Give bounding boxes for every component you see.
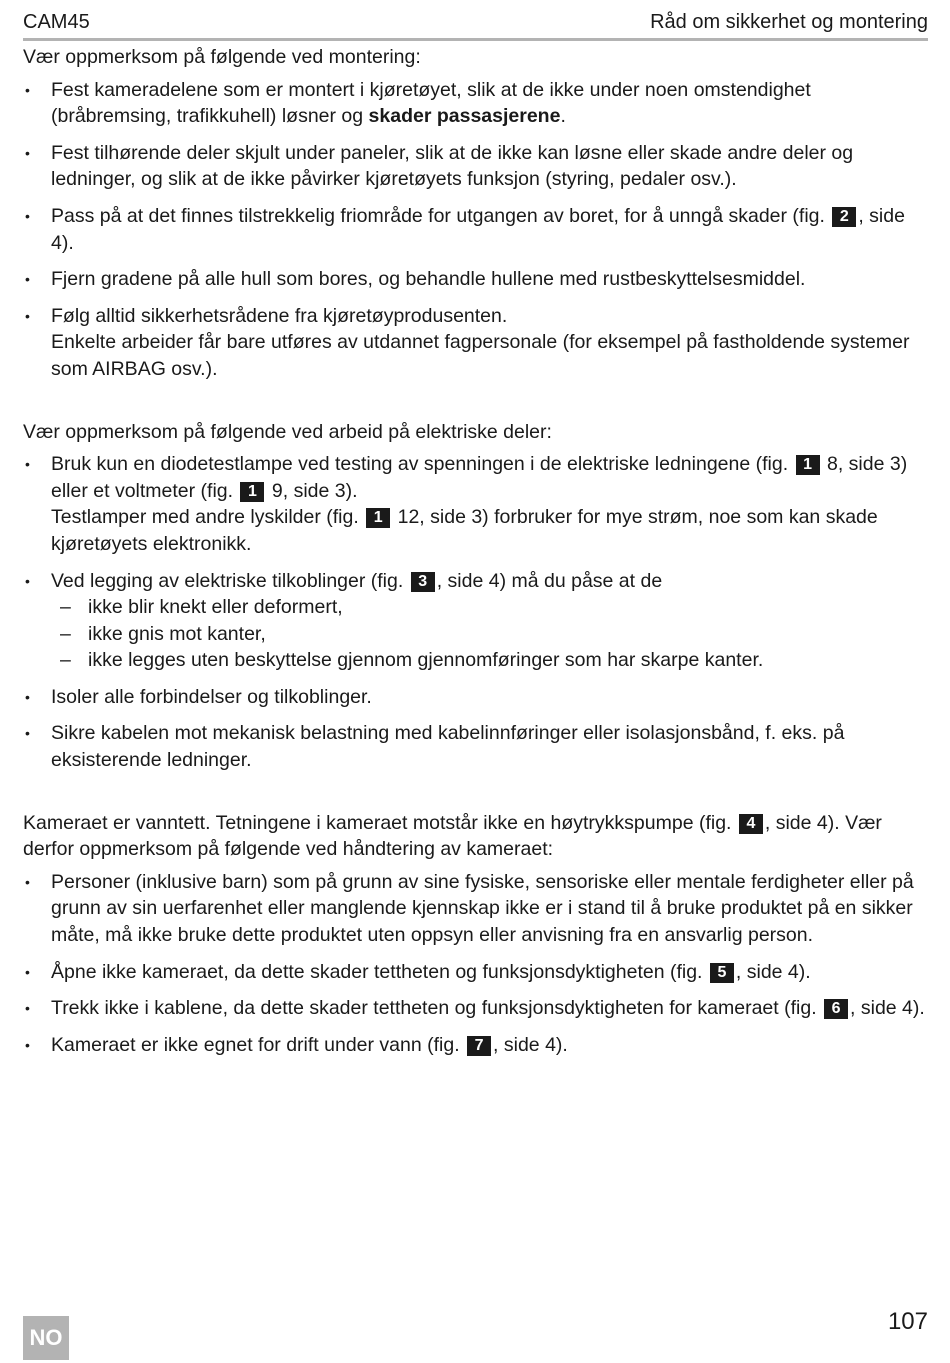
text-run: Åpne ikke kameraet, da dette skader tettheten og funksjonsdyktigheten (fig. (51, 960, 708, 983)
list-item (23, 451, 929, 557)
text-run: Ved legging av elektriske tilkoblinger (fig. (51, 569, 409, 592)
text-run: 8, side 3) eller et voltmeter (fig. (51, 453, 908, 502)
text-run: Fest tilhørende deler skjult under paneler, slik at de ikke kan løsne eller skade andre deler og ledninger, og slik at de ikke påvirker kjøretøyets funksjon (styring, pedaler osv.). (51, 141, 854, 191)
text-run: Enkelte arbeider får bare utføres av utdannet fagpersonale (for eksempel på fastholdende systemer som AIRBAG osv.). (51, 331, 910, 380)
figure-reference: 5 (710, 963, 734, 983)
list-item (23, 684, 929, 711)
figure-reference: 1 (796, 455, 820, 475)
text-run: , side 4) må du påse at de (436, 569, 663, 592)
dash-list-item: – ikke gnis mot kanter, (51, 621, 929, 648)
section-spacer (23, 784, 929, 810)
section-intro: Vær oppmerksom på følgende ved arbeid på elektriske deler: (23, 420, 552, 443)
text-run: Trekk ikke i kablene, da dette skader tettheten og funksjonsdyktigheten for kameraet (fig. (51, 997, 823, 1020)
page-header (23, 6, 928, 41)
list-item (23, 140, 929, 193)
text-run: Personer (inklusive barn) som på grunn av sine fysiske, sensoriske eller mentale ferdigheter eller på grunn av sin uerfarenhet eller manglende kjennskap ikke er i stand til å bruke produktet på en sikker måte, må ikke bruke dette produktet uten oppsyn eller anvisning fra en ansvarlig person. (51, 870, 914, 947)
figure-reference: 6 (824, 999, 848, 1019)
text-run: 9, side 3). (266, 479, 358, 502)
dash-list-item: – ikke legges uten beskyttelse gjennom gjennomføringer som har skarpe kanter. (51, 647, 929, 674)
list-item (23, 77, 929, 130)
text-run: , side 4). Vær derfor oppmerksom på følgende ved håndtering av kameraet: (23, 811, 882, 861)
emphasized-text: skader passasjerene (368, 105, 561, 128)
language-badge: NO (23, 1316, 69, 1360)
dash-list (51, 594, 929, 674)
list-item (23, 959, 929, 986)
document-body (23, 44, 929, 1068)
page-number: 107 (887, 1308, 928, 1335)
text-run: Kameraet er vanntett. Tetningene i kameraet motstår ikke en høytrykkspumpe (fig. (23, 811, 737, 834)
model-name: CAM45 (23, 10, 90, 33)
section-intro: Vær oppmerksom på følgende ved montering: (23, 46, 421, 68)
text-run: Kameraet er ikke egnet for drift under vann (fig. (51, 1033, 466, 1056)
list-item (23, 203, 929, 256)
list-item (23, 720, 929, 773)
figure-reference: 2 (832, 207, 856, 227)
list-item (23, 869, 929, 949)
bullet-list (23, 77, 929, 383)
text-run: , side 4). (850, 997, 925, 1020)
text-run: Pass på at det finnes tilstrekkelig friområde for utgangen av boret, for å unngå skader (fig. (51, 204, 831, 227)
text-run: Fest kameradelene som er montert i kjøretøyet, slik at de ikke under noen omstendighet (bråbremsing, trafikkuhell) løsner og (51, 78, 811, 128)
list-item (23, 303, 929, 383)
text-run: Bruk kun en diodetestlampe ved testing av spenningen i de elektriske ledningene (fig. (51, 453, 794, 476)
figure-reference: 4 (739, 814, 763, 834)
list-item (23, 1032, 929, 1059)
text-run: Isoler alle forbindelser og tilkoblinger. (51, 685, 372, 708)
section-title: Råd om sikkerhet og montering (650, 10, 928, 33)
text-run: Sikre kabelen mot mekanisk belastning med kabelinnføringer eller isolasjonsbånd, f. eks. på eksisterende ledninger. (51, 722, 845, 772)
figure-reference: 3 (411, 572, 435, 592)
text-run: , side 4). (735, 960, 811, 983)
figure-reference: 1 (366, 508, 390, 528)
section-spacer (23, 393, 929, 419)
figure-reference: 1 (240, 482, 264, 502)
text-run: , side 4). (493, 1033, 568, 1056)
text-run: Følg alltid sikkerhetsrådene fra kjøretøyprodusenten. (51, 304, 508, 327)
text-run: . (560, 105, 566, 128)
bullet-list (23, 451, 929, 774)
list-item (23, 568, 929, 674)
text-run: , side 4). (51, 204, 905, 254)
dash-list-item: – ikke blir knekt eller deformert, (51, 594, 929, 621)
section-intro (23, 810, 929, 863)
text-run: Testlamper med andre lyskilder (fig. (51, 506, 365, 529)
text-run: Fjern gradene på alle hull som bores, og behandle hullene med rustbeskyttelsesmiddel. (51, 268, 806, 291)
text-run: 12, side 3) forbruker for mye strøm, noe som kan skade kjøretøyets elektronikk. (51, 506, 878, 555)
figure-reference: 7 (467, 1036, 491, 1056)
list-item (23, 266, 929, 293)
list-item (23, 995, 929, 1022)
bullet-list (23, 869, 929, 1059)
